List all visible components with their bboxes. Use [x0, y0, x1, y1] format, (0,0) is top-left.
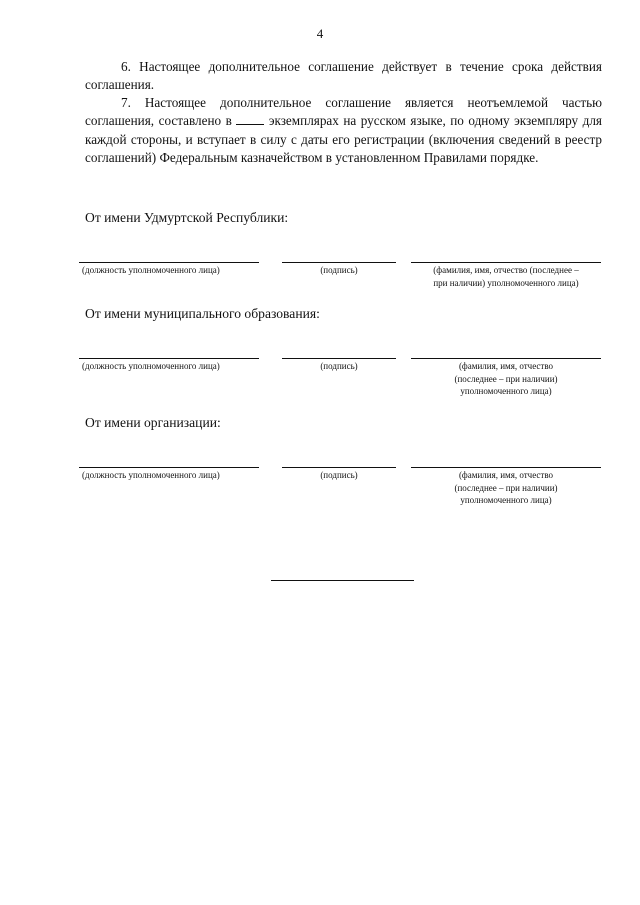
- name-caption-line: уполномоченного лица): [460, 495, 552, 505]
- position-caption: (должность уполномоченного лица): [82, 470, 220, 480]
- name-caption-line: (фамилия, имя, отчество (последнее –: [433, 265, 579, 275]
- paragraph-7-text-start: 7. Настоящее дополнительное соглашение является неотъемлемой частью соглашения, составлено в: [85, 95, 602, 129]
- name-caption: [411, 360, 601, 398]
- name-caption-line: (последнее – при наличии): [454, 373, 558, 384]
- section-heading-republic: От имени Удмуртской Республики:: [85, 210, 289, 225]
- paragraph-6: 6. Настоящее дополнительное соглашение действует в течение срока действия соглашения.: [85, 59, 602, 93]
- signature-caption: (подпись): [320, 470, 358, 480]
- position-caption: (должность уполномоченного лица): [82, 265, 220, 275]
- signature-line: [282, 262, 396, 263]
- position-line: [79, 358, 259, 359]
- signature-line: [282, 467, 396, 468]
- position-caption: (должность уполномоченного лица): [82, 361, 220, 371]
- name-caption-line: (последнее – при наличии): [454, 482, 558, 493]
- position-line: [79, 467, 259, 468]
- name-line: [411, 467, 601, 468]
- page-number: 4: [316, 26, 324, 41]
- signature-caption: (подпись): [320, 361, 358, 371]
- paragraph-7: [85, 94, 602, 167]
- name-line: [411, 358, 601, 359]
- name-caption: [411, 264, 601, 289]
- name-line: [411, 262, 601, 263]
- closing-divider: [271, 580, 414, 581]
- signature-line: [282, 358, 396, 359]
- section-heading-organization: От имени организации:: [85, 415, 221, 430]
- section-heading-municipality: От имени муниципального образования:: [85, 306, 320, 321]
- copies-count-blank: [236, 113, 264, 125]
- name-caption-line: при наличии) уполномоченного лица): [433, 277, 579, 288]
- signature-caption: (подпись): [320, 265, 358, 275]
- paragraph-7-text-end: экземплярах на русском языке, по одному экземпляру для каждой стороны, и вступает в силу с даты его регистрации (включения сведений в реестр соглашений) Федеральным казначейством в установленном Правилами порядке.: [85, 113, 602, 165]
- position-line: [79, 262, 259, 263]
- name-caption-line: уполномоченного лица): [460, 386, 552, 396]
- name-caption-line: (фамилия, имя, отчество: [458, 361, 554, 371]
- name-caption-line: (фамилия, имя, отчество: [458, 470, 554, 480]
- name-caption: [411, 469, 601, 507]
